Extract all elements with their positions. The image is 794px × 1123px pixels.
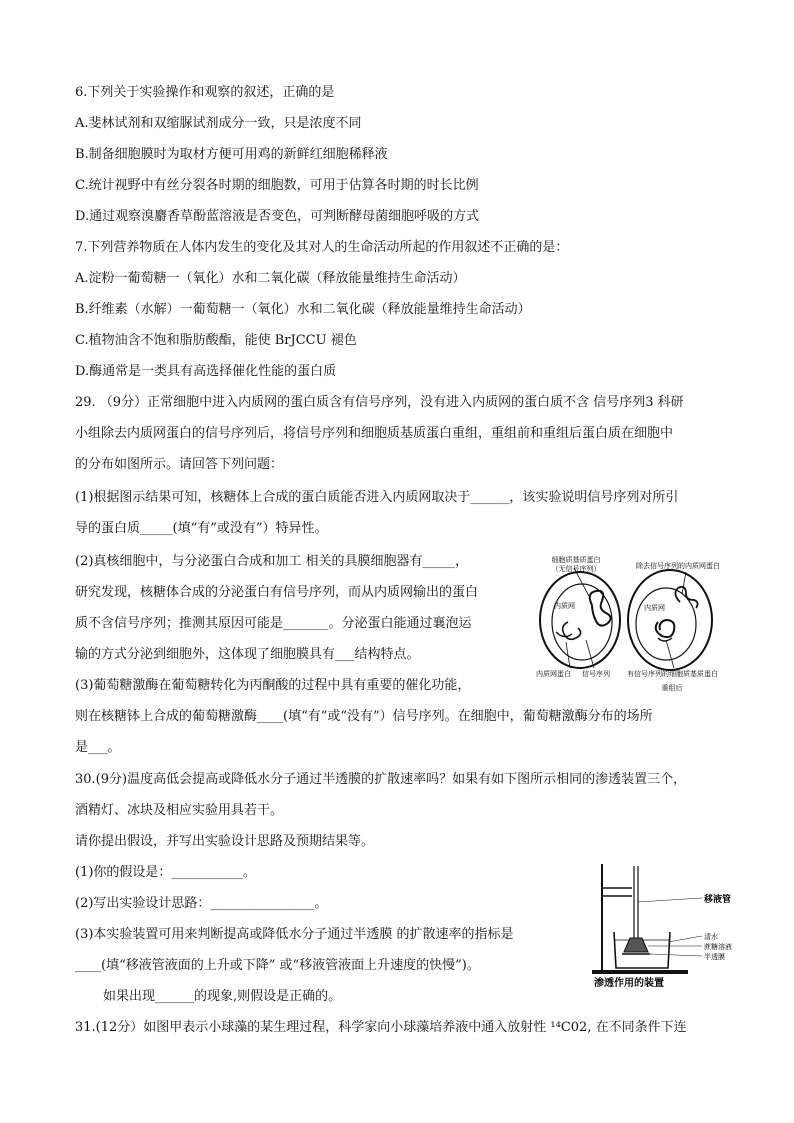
q30-sub2: (2)写出实验设计思路：________________。 [75, 896, 328, 911]
q30-intro-line-3: 请你提出假设，并写出实验设计思路及预期结果等。 [75, 834, 375, 849]
label-no-signal: （无信号序列） [551, 565, 601, 573]
label-er-right: 内质网 [644, 604, 665, 612]
q29-part3-line-1: (3)葡萄糖激酶在葡萄糖转化为丙酮酸的过程中具有重要的催化功能， [75, 678, 471, 693]
q30-intro-line-1: 30.(9分)温度高低会提高或降低水分子通过半透膜的扩散速率吗？如果有如下图所示相同的渗透装置三个， [75, 772, 687, 787]
label-er-left: 内质网 [554, 602, 575, 610]
q29-intro-line-2: 小组除去内质网蛋白的信号序列后，将信号序列和细胞质基质蛋白重组，重组前和重组后蛋白质在细胞中 [75, 426, 674, 441]
q29-part3-line-2: 则在核糖钵上合成的葡萄糖激酶____(填“有”或“没有”）信号序列。在细胞中，葡萄糖激酶分布的场所 [75, 709, 653, 724]
label-cytoplasm-protein: 细胞质基质蛋白 [551, 556, 601, 564]
q6-option-c: C.统计视野中有丝分裂各时期的细胞数，可用于估算各时期的时长比例 [75, 178, 479, 193]
q29-part1-line-2: 导的蛋白质_____(填“有”或没有”）特异性。 [75, 521, 328, 536]
label-signal-sequence: 信号序列 [582, 670, 610, 678]
q29-part3-line-3: 是___。 [75, 740, 121, 755]
q30-sub1: (1)你的假设是：___________。 [75, 865, 256, 880]
osmosis-apparatus-figure [590, 862, 750, 988]
protein-distribution-figure [530, 550, 720, 695]
label-sucrose: 蔗糖溶液 [704, 943, 732, 951]
q7-stem: 7.下列营养物质在人体内发生的变化及其对人的生命活动所起的作用叙述不正确的是： [75, 240, 569, 255]
q6-stem: 6.下列关于实验操作和观察的叙述，正确的是 [75, 85, 335, 100]
q30-sub3-line-1: (3)本实验装置可用来判断提高或降低水分子通过半透膜 的扩散速率的指标是 [75, 927, 514, 942]
q7-option-a: A.淀粉一葡萄糖一（氧化）水和二氧化碳（释放能量维持生命活动） [75, 271, 466, 286]
q7-option-b: B.纤维素（水解）一葡萄糖一（氧化）水和二氧化碳（释放能量维持生命活动） [75, 302, 531, 317]
label-after-recombination: 重组后 [661, 684, 683, 692]
osmosis-caption: 渗透作用的装置 [594, 978, 664, 988]
label-water: 清水 [704, 933, 718, 941]
q29-part2-line-4: 输的方式分泌到细胞外，这体现了细胞膜具有___结构特点。 [75, 647, 420, 662]
q6-option-b: B.制备细胞膜时为取材方便可用鸡的新鲜红细胞稀释液 [75, 147, 388, 162]
q29-intro-line-3: 的分布如图所示。请回答下列问题： [75, 457, 284, 472]
q30-sub4: 如果出现______的现象,则假设是正确的。 [103, 989, 342, 1004]
label-membrane: 半透膜 [704, 953, 725, 961]
q7-option-c: C.植物油含不饱和脂肪酸酯，能使 BrJCCU 褪色 [75, 333, 357, 348]
q6-option-a: A.斐林试剂和双缩脲试剂成分一致，只是浓度不同 [75, 116, 362, 131]
label-removed-signal-er-protein: 除去信号序列的内质网蛋白 [636, 562, 720, 570]
label-pipette: 移液管 [704, 895, 732, 905]
label-er-protein: 内质网蛋白 [536, 670, 571, 678]
label-recombined-protein: 有信号序列的细胞质基质蛋白 [627, 670, 718, 678]
q30-intro-line-2: 酒精灯、冰块及相应实验用具若干。 [75, 803, 284, 818]
q30-sub3-line-2: ____(填“移液管液面的上升或下降” 或“移液管液面上升速度的快慢”)。 [75, 958, 480, 973]
q29-part2-line-1: (2)真核细胞中，与分泌蛋白合成和加工 相关的具膜细胞器有_____， [75, 554, 469, 569]
q29-part2-line-2: 研究发现，核糖体合成的分泌蛋白有信号序列，而从内质网输出的蛋白 [75, 585, 479, 600]
q7-option-d: D.酶通常是一类具有高选择催化性能的蛋白质 [75, 364, 337, 379]
q29-intro-line-1: 29. （9分）正常细胞中进入内质网的蛋白质含有信号序列，没有进入内质网的蛋白质不含 信号序列3 科研 [75, 395, 684, 410]
q29-part1-line-1: (1)根据图示结果可知，核糖体上合成的蛋白质能否进入内质网取决于______，该实验说明信号序列对所引 [75, 490, 679, 505]
q29-part2-line-3: 质不含信号序列；推测其原因可能是_______。分泌蛋白能通过襄泡运 [75, 616, 472, 631]
q31-line-1: 31.(12分）如图甲表示小球藻的某生理过程，科学家向小球藻培养液中通入放射性 ¹⁴C02, 在不同条件下连 [75, 1020, 687, 1035]
q6-option-d: D.通过观察溴麝香草酚蓝溶液是否变色，可判断酵母菌细胞呼吸的方式 [75, 209, 480, 224]
